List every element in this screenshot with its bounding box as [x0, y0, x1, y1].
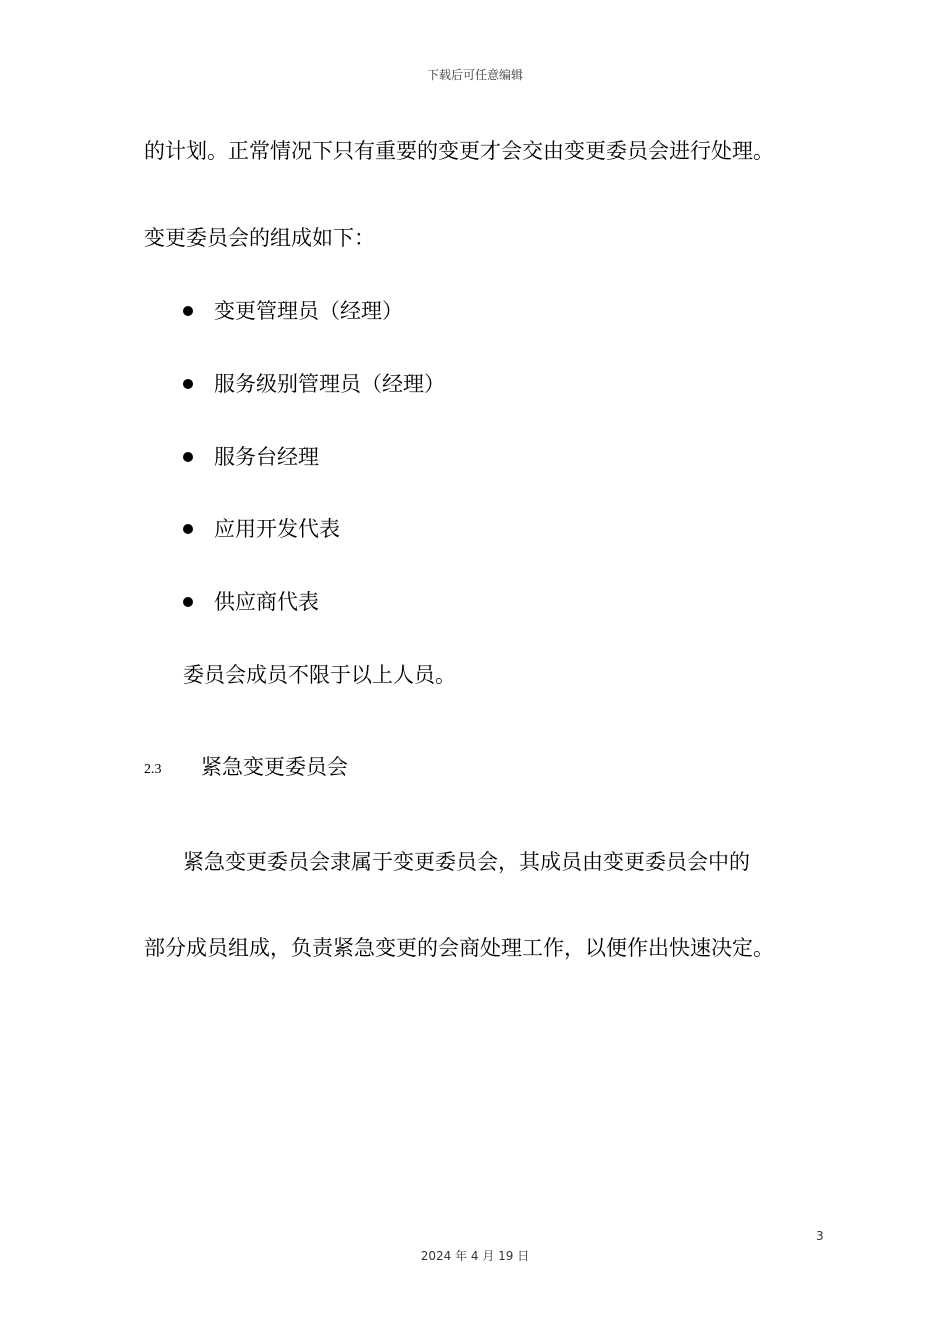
section-heading: 紧急变更委员会: [201, 755, 348, 779]
list-item-text: 服务级别管理员（经理）: [214, 372, 445, 396]
list-item: [0, 515, 600, 543]
page-header: 下载后可任意编辑: [426, 68, 523, 82]
list-item: [0, 370, 600, 398]
list-item: [0, 297, 600, 325]
list-item-text: 供应商代表: [214, 590, 319, 614]
paragraph-continuation: 的计划。正常情况下只有重要的变更才会交由变更委员会进行处理。: [144, 139, 774, 163]
paragraph-committee-intro: 变更委员会的组成如下：: [144, 226, 375, 250]
bullet-icon: [183, 597, 193, 607]
paragraph-emergency-committee-continued: 部分成员组成，负责紧急变更的会商处理工作，以便作出快速决定。: [144, 936, 774, 960]
page-number: 3: [816, 1229, 824, 1243]
list-item-text: 变更管理员（经理）: [214, 299, 403, 323]
list-item: [0, 588, 600, 616]
bullet-icon: [183, 452, 193, 462]
section-number: 2.3: [144, 762, 162, 777]
bullet-icon: [183, 524, 193, 534]
list-item: [0, 443, 600, 471]
paragraph-emergency-committee: 紧急变更委员会隶属于变更委员会，其成员由变更委员会中的: [183, 850, 750, 874]
bullet-icon: [183, 379, 193, 389]
list-item-text: 应用开发代表: [214, 517, 340, 541]
paragraph-member-note: 委员会成员不限于以上人员。: [183, 663, 456, 687]
page-footer-date: 2024 年 4 月 19 日: [420, 1249, 530, 1263]
bullet-icon: [183, 306, 193, 316]
list-item-text: 服务台经理: [214, 445, 319, 469]
